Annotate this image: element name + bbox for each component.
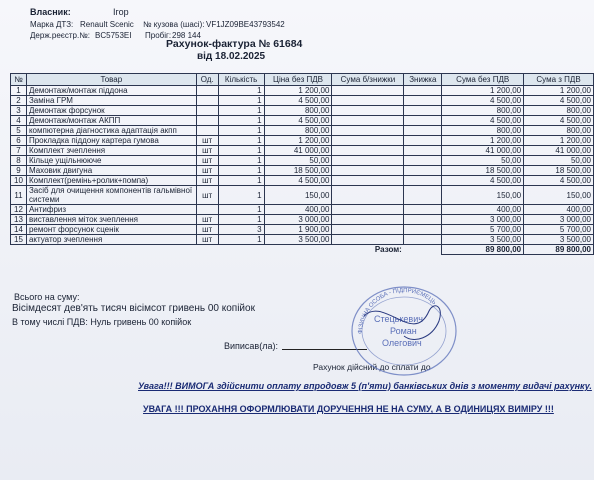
cell-unit	[196, 96, 218, 106]
cell-sum-no-vat: 400,00	[442, 205, 524, 215]
cell-item: Маховик двигуна	[26, 166, 196, 176]
cell-item: ремонт форсунок сценік	[26, 225, 196, 235]
cell-item: актуатор зчеплення	[26, 235, 196, 245]
cell-sum-vat: 1 200,00	[524, 86, 594, 96]
cell-price: 800,00	[264, 126, 332, 136]
cell-unit	[196, 86, 218, 96]
cell-sum-no-discount	[332, 156, 404, 166]
table-row	[11, 186, 594, 205]
total-row	[11, 245, 594, 255]
cell-item: Демонтаж/монтаж піддона	[26, 86, 196, 96]
cell-sum-vat: 4 500,00	[524, 176, 594, 186]
cell-sum-no-discount	[332, 235, 404, 245]
cell-qty: 1	[218, 136, 264, 146]
cell-qty: 1	[218, 235, 264, 245]
cell-unit: шт	[196, 235, 218, 245]
cell-discount	[404, 186, 442, 205]
cell-item: Демонтаж/монтаж АКПП	[26, 116, 196, 126]
col-header-qty: Кількість	[218, 74, 264, 86]
cell-sum-no-vat: 4 500,00	[442, 96, 524, 106]
table-row	[11, 225, 594, 235]
cell-item: Заміна ГРМ	[26, 96, 196, 106]
cell-unit: шт	[196, 156, 218, 166]
cell-item: Комплект зчеплення	[26, 146, 196, 156]
total-in-words: Вісімдесят дев'ять тисяч вісімсот гривень 00 копійок	[12, 303, 255, 314]
cell-discount	[404, 126, 442, 136]
cell-item: Комплект(ремінь+ролик+помпа)	[26, 176, 196, 186]
table-row	[11, 166, 594, 176]
cell-qty: 1	[218, 96, 264, 106]
cell-number: 7	[11, 146, 27, 156]
cell-sum-vat: 4 500,00	[524, 96, 594, 106]
cell-sum-vat: 800,00	[524, 106, 594, 116]
cell-qty: 1	[218, 215, 264, 225]
table-row	[11, 156, 594, 166]
cell-item: Засіб для очищення компонентів гальмівної системи	[26, 186, 196, 205]
invoice-table	[10, 73, 594, 255]
cell-sum-vat: 800,00	[524, 126, 594, 136]
cell-qty: 1	[218, 146, 264, 156]
total-sum-no-vat: 89 800,00	[442, 245, 524, 255]
cell-discount	[404, 116, 442, 126]
col-header-sum-no-discount: Сума б/знижки	[332, 74, 404, 86]
cell-number: 10	[11, 176, 27, 186]
cell-price: 800,00	[264, 106, 332, 116]
owner-value: Ігор	[113, 7, 129, 17]
table-row	[11, 106, 594, 116]
cell-sum-no-vat: 800,00	[442, 126, 524, 136]
cell-qty: 3	[218, 225, 264, 235]
cell-sum-no-vat: 1 200,00	[442, 86, 524, 96]
col-header-item: Товар	[26, 74, 196, 86]
cell-number: 15	[11, 235, 27, 245]
col-header-sum-vat: Сума з ПДВ	[524, 74, 594, 86]
cell-unit	[196, 126, 218, 136]
cell-discount	[404, 106, 442, 116]
cell-price: 1 200,00	[264, 136, 332, 146]
table-row	[11, 116, 594, 126]
cell-sum-no-discount	[332, 126, 404, 136]
cell-item: Кільце ущільнююче	[26, 156, 196, 166]
stamp-arc-text: ФІЗИЧНА ОСОБА - ПІДПРИЄМЕЦЬ	[357, 287, 437, 335]
cell-unit: шт	[196, 215, 218, 225]
cell-price: 4 500,00	[264, 176, 332, 186]
cell-sum-no-discount	[332, 86, 404, 96]
cell-item: Антифриз	[26, 205, 196, 215]
cell-unit: шт	[196, 225, 218, 235]
table-row	[11, 235, 594, 245]
cell-unit: шт	[196, 166, 218, 176]
stamp-line-2: Роман	[390, 326, 417, 336]
cell-discount	[404, 235, 442, 245]
cell-qty: 1	[218, 186, 264, 205]
cell-number: 9	[11, 166, 27, 176]
cell-price: 4 500,00	[264, 96, 332, 106]
reg-label: Держ.реєстр.№:	[30, 31, 91, 40]
cell-sum-no-discount	[332, 136, 404, 146]
cell-sum-no-discount	[332, 96, 404, 106]
signed-label: Виписав(ла):	[224, 341, 278, 351]
cell-discount	[404, 146, 442, 156]
cell-qty: 1	[218, 166, 264, 176]
cell-price: 3 500,00	[264, 235, 332, 245]
col-header-sum-no-vat: Сума без ПДВ	[442, 74, 524, 86]
table-row	[11, 215, 594, 225]
cell-sum-no-vat: 1 200,00	[442, 136, 524, 146]
cell-discount	[404, 225, 442, 235]
col-header-unit: Од.	[196, 74, 218, 86]
cell-sum-no-discount	[332, 186, 404, 205]
cell-discount	[404, 96, 442, 106]
cell-qty: 1	[218, 106, 264, 116]
cell-sum-no-vat: 41 000,00	[442, 146, 524, 156]
cell-sum-no-discount	[332, 176, 404, 186]
cell-discount	[404, 215, 442, 225]
vin-value: VF1JZ09BE43793542	[206, 20, 285, 29]
cell-sum-no-discount	[332, 106, 404, 116]
cell-number: 2	[11, 96, 27, 106]
cell-number: 14	[11, 225, 27, 235]
table-row	[11, 126, 594, 136]
cell-sum-no-vat: 3 000,00	[442, 215, 524, 225]
stamp-line-3: Олегович	[382, 338, 422, 348]
cell-sum-vat: 5 700,00	[524, 225, 594, 235]
cell-sum-vat: 4 500,00	[524, 116, 594, 126]
cell-sum-vat: 1 200,00	[524, 136, 594, 146]
cell-unit	[196, 116, 218, 126]
cell-qty: 1	[218, 205, 264, 215]
brand-value: Renault Scenic	[80, 20, 134, 29]
power-of-attorney-warning: УВАГА !!! ПРОХАННЯ ОФОРМЛЮВАТИ ДОРУЧЕННЯ НЕ НА СУМУ, А В ОДИНИЦЯХ ВИМІРУ !!!	[143, 404, 554, 414]
cell-number: 1	[11, 86, 27, 96]
cell-sum-no-vat: 18 500,00	[442, 166, 524, 176]
invoice-title: Рахунок-фактура № 61684	[166, 38, 303, 50]
cell-sum-no-discount	[332, 146, 404, 156]
total-heading: Всього на суму:	[14, 292, 80, 302]
cell-number: 13	[11, 215, 27, 225]
cell-price: 18 500,00	[264, 166, 332, 176]
col-header-price: Ціна без ПДВ	[264, 74, 332, 86]
total-sum-vat: 89 800,00	[524, 245, 594, 255]
cell-price: 41 000,00	[264, 146, 332, 156]
cell-sum-vat: 3 500,00	[524, 235, 594, 245]
mileage-value: 298 144	[172, 31, 201, 40]
cell-sum-no-vat: 4 500,00	[442, 176, 524, 186]
cell-number: 3	[11, 106, 27, 116]
table-row	[11, 146, 594, 156]
cell-unit: шт	[196, 176, 218, 186]
vin-label: № кузова (шасі):	[143, 20, 205, 29]
table-row	[11, 176, 594, 186]
cell-sum-no-discount	[332, 215, 404, 225]
vat-line: В тому числі ПДВ: Нуль гривень 00 копійок	[12, 317, 192, 327]
table-row	[11, 136, 594, 146]
valid-until: Рахунок дійсний до сплати до	[313, 362, 431, 372]
table-row	[11, 86, 594, 96]
brand-label: Марка ДТЗ:	[30, 20, 74, 29]
cell-qty: 1	[218, 86, 264, 96]
cell-sum-vat: 3 000,00	[524, 215, 594, 225]
cell-sum-no-vat: 50,00	[442, 156, 524, 166]
cell-price: 1 900,00	[264, 225, 332, 235]
total-label: Разом:	[374, 245, 402, 255]
cell-sum-vat: 150,00	[524, 186, 594, 205]
cell-sum-vat: 18 500,00	[524, 166, 594, 176]
cell-discount	[404, 166, 442, 176]
cell-number: 4	[11, 116, 27, 126]
cell-sum-no-vat: 5 700,00	[442, 225, 524, 235]
cell-price: 1 200,00	[264, 86, 332, 96]
cell-price: 400,00	[264, 205, 332, 215]
cell-number: 5	[11, 126, 27, 136]
cell-sum-no-vat: 3 500,00	[442, 235, 524, 245]
cell-discount	[404, 205, 442, 215]
cell-unit: шт	[196, 136, 218, 146]
mileage-label: Пробіг:	[145, 31, 172, 40]
company-stamp	[344, 276, 464, 376]
cell-price: 3 000,00	[264, 215, 332, 225]
cell-sum-no-discount	[332, 166, 404, 176]
cell-number: 12	[11, 205, 27, 215]
col-header-number: №	[11, 74, 27, 86]
cell-price: 4 500,00	[264, 116, 332, 126]
cell-discount	[404, 176, 442, 186]
owner-label: Власник:	[30, 7, 71, 17]
cell-item: компютерна діагностика адаптація акпп	[26, 126, 196, 136]
cell-sum-no-vat: 4 500,00	[442, 116, 524, 126]
invoice-date: від 18.02.2025	[197, 51, 266, 62]
table-row	[11, 205, 594, 215]
cell-item: виставлення міток зчеплення	[26, 215, 196, 225]
cell-qty: 1	[218, 176, 264, 186]
cell-discount	[404, 156, 442, 166]
cell-item: Прокладка піддону картера гумова	[26, 136, 196, 146]
cell-unit: шт	[196, 186, 218, 205]
table-row	[11, 96, 594, 106]
cell-sum-no-discount	[332, 225, 404, 235]
cell-number: 11	[11, 186, 27, 205]
cell-sum-vat: 400,00	[524, 205, 594, 215]
cell-discount	[404, 136, 442, 146]
cell-qty: 1	[218, 126, 264, 136]
cell-sum-vat: 41 000,00	[524, 146, 594, 156]
cell-sum-no-discount	[332, 205, 404, 215]
cell-number: 6	[11, 136, 27, 146]
stamp-line-1: Стецькевич	[374, 314, 423, 324]
cell-price: 50,00	[264, 156, 332, 166]
cell-item: Демонтаж форсунок	[26, 106, 196, 116]
col-header-discount: Знижка	[404, 74, 442, 86]
cell-sum-vat: 50,00	[524, 156, 594, 166]
reg-value: BC5753EI	[95, 31, 132, 40]
cell-number: 8	[11, 156, 27, 166]
cell-qty: 1	[218, 156, 264, 166]
cell-sum-no-vat: 800,00	[442, 106, 524, 116]
cell-unit: шт	[196, 146, 218, 156]
cell-sum-no-discount	[332, 116, 404, 126]
payment-warning: Увага!!! ВИМОГА здійснити оплату впродовж 5 (п'яти) банківських днів з моменту видачі рахунку.	[138, 381, 592, 391]
table-header-row	[11, 74, 594, 86]
cell-unit	[196, 205, 218, 215]
cell-price: 150,00	[264, 186, 332, 205]
cell-unit	[196, 106, 218, 116]
cell-discount	[404, 86, 442, 96]
cell-qty: 1	[218, 116, 264, 126]
cell-sum-no-vat: 150,00	[442, 186, 524, 205]
